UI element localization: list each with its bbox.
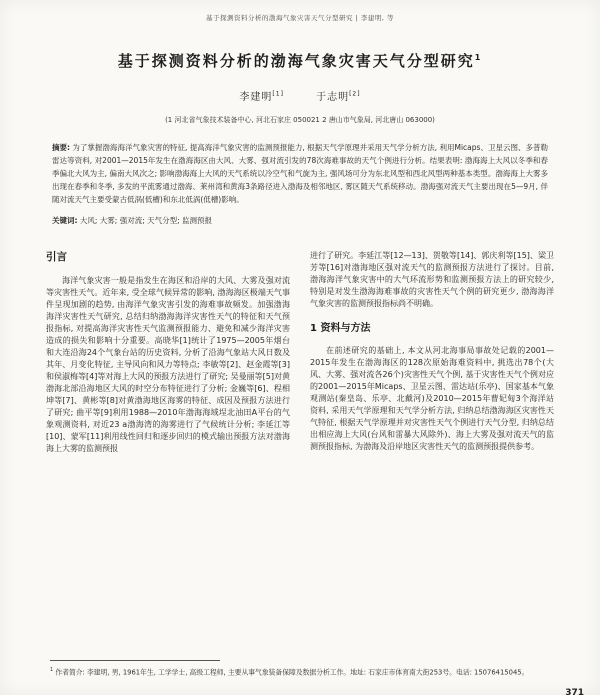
abstract-block	[52, 142, 548, 206]
page-number: 371	[565, 688, 584, 695]
author-2-affiliation-marker: [2]	[349, 90, 361, 98]
abstract-text: 为了掌握渤海海洋气象灾害的特征, 提高海洋气象灾害的监测预报能力, 根据天气学原理并采用天气学分析方法, 利用Micaps、卫星云图、多普勒雷达等资料, 对2001—2015年发生在渤海海区由大风、大雾、强对流引发的78次海难事故的天气个例进行分析。结果表明: 渤海海上大风以冬季和春季偏北大风为主, 偏南大风次之; 影响渤海海上大风的天气系统以冷空气和气旋为主, 强风场可分为东北风型和西北风型两种基本类型。渤海海上大雾多出现在春季和冬季, 多发的平流雾通过渤海、莱州湾和黄海3条路径进入渤海及相邻地区, 雾区随天气系统移动。渤海强对流天气主要出现在5—9月, 伴随对流天气主要受蒙古低涡(低槽)和东北低涡(低槽)影响。	[52, 143, 548, 204]
keywords-line	[52, 215, 548, 228]
footnote-text: 作者简介: 李建明, 男, 1961年生, 工学学士, 高级工程师, 主要从事气象装备保障及数据分析工作。地址: 石家庄市体育南大街253号。电话: 15076415045。	[55, 668, 529, 677]
authors-line	[0, 88, 600, 103]
keywords-block	[52, 215, 548, 228]
abstract-label: 摘要:	[52, 143, 71, 152]
introduction-paragraph: 海洋气象灾害一般是指发生在海区和沿岸的大风、大雾及强对流等灾害性天气。近年来, 受全球气候异常的影响, 渤海海区极端天气事件呈现加剧的趋势, 由海洋气象灾害引发的海难事故频发。加强渤海海洋灾害性天气研究, 总结归纳渤海海洋灾害性天气的特征和天气预报指标, 对提高海洋灾害性天气监测预报能力、避免和减少海洋灾害造成的损失和影响十分重要。高晓华[1]统计了1975—2005年烟台和大连沿海24个气象台站的历史资料, 分析了沿海气象站大风日数及其年、月变化特征, 主导风向和风力等特点; 李敏等[2]、赵金霞等[3]和侯淑梅等[4]等对海上大风的预报方法进行了研究; 吴曼丽等[5]对黄渤海北部沿海地区大风的时空分布特征进行了分析; 金巍等[6]、程相坤等[7]、黄彬等[8]对黄渤海地区海雾的特征、成因及预报方法进行了研究; 曲平等[9]利用1988—2010年渤海海域埕北油田A平台的气象观测资料, 对近23 a渤海湾的海雾进行了气候统计分析; 李延江等[10]、蒙军[11]利用线性回归和逐步回归的模式输出预报方法对渤海海上大雾的监测预报	[46, 275, 290, 453]
keywords-text: 大风; 大雾; 强对流; 天气分型; 监测预报	[79, 216, 213, 226]
affiliation-line: (1 河北省气象技术装备中心, 河北石家庄 050021 2 唐山市气象局, 河北唐山 063000)	[165, 116, 435, 124]
section-heading-introduction: 引言	[46, 251, 67, 264]
footnote-divider	[50, 660, 220, 661]
running-header: 基于探测资料分析的渤海气象灾害天气分型研究 | 李建明, 等	[206, 14, 394, 22]
two-column-body	[46, 250, 554, 600]
author-1-affiliation-marker: [1]	[272, 90, 284, 98]
footnote-text-line	[50, 666, 550, 679]
author-2	[316, 88, 361, 103]
keywords-label: 关键词:	[52, 216, 78, 226]
paper-title-text: 基于探测资料分析的渤海气象灾害天气分型研究	[117, 52, 475, 70]
footnote-marker: 1	[50, 667, 54, 674]
author-bio-footnote	[50, 660, 550, 679]
abstract-paragraph	[52, 142, 548, 206]
paper-title	[40, 50, 560, 71]
left-column	[46, 250, 290, 600]
author-1	[239, 88, 284, 103]
author-1-name: 李建明	[239, 92, 273, 103]
author-2-name: 于志明	[316, 92, 350, 103]
paper-title-footnote-marker: 1	[474, 53, 483, 62]
right-column	[310, 250, 554, 600]
introduction-continuation-paragraph: 进行了研究。李延江等[12—13]、贺敬等[14]、郭庆利等[15]、梁卫芳等[16]对渤海地区强对流天气的监测预报方法进行了探讨。目前, 渤海海洋气象灾害中的大气环流形势和监测预报方法上的研究较少, 特别是对发生渤海海难事故的灾害性天气个例的研究更少, 渤海海洋气象灾害的监测预报指标尚不明确。	[310, 251, 554, 309]
section-heading-data-and-methods: 1 资料与方法	[310, 323, 371, 335]
methods-paragraph: 在前述研究的基础上, 本文从河北海事局事故处记载的2001—2015年发生在渤海海区的128次原始海难资料中, 挑选出78个(大风、大雾、强对流各26个)灾害性天气个例, 基于灾害性天气个例对应的2001—2015年Micaps、卫星云图、雷达站(乐亭)、国家基本气象观测站(秦皇岛、乐亭、北戴河)及2010—2015年曹妃甸3个海洋站资料, 采用天气学原理和天气学分析方法, 归纳总结渤海海区灾害性天气特征, 根据天气学原理并对灾害性天气个例进行天气分型, 归纳总结出相应海上大风(台风和雷暴大风除外)、海上大雾及强对流天气的监测预报指标, 为渤海及沿岸地区灾害性天气的监测预报提供参考。	[310, 346, 554, 452]
